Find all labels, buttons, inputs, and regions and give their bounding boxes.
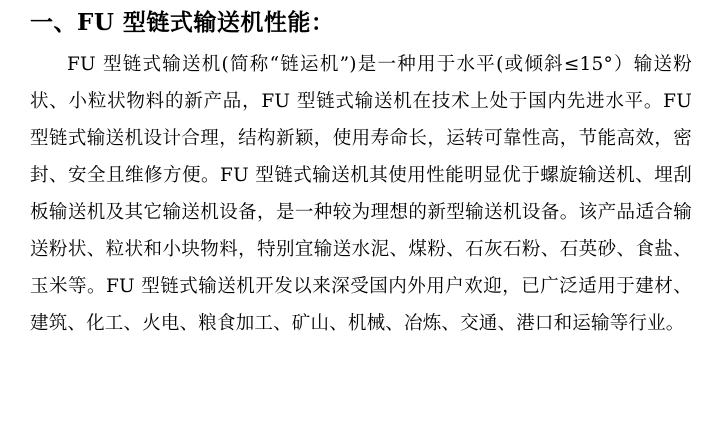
page-title: 一、FU 型链式输送机性能：: [30, 9, 335, 36]
body-paragraph: FU 型链式输送机(简称“链运机”)是一种用于水平(或倾斜≤15°）输送粉状、小粒状物料的新产品，FU 型链式输送机在技术上处于国内先进水平。FU 型链式输送机设计合理，结构新颖，使用寿命长，运转可靠性高，节能高效，密封、安全且维修方便。FU 型链式输送机其使用性能明显优于螺旋输送机、埋刮板输送机及其它输送机设备，是一种较为理想的新型输送机设备。该产品适合输送粉状、粒状和小块物料，特别宜输送水泥、煤粉、石灰石粉、石英砂、食盐、玉米等。FU 型链式输送机开发以来深受国内外用户欢迎，已广泛适用于建材、建筑、化工、火电、粮食加工、矿山、机械、冶炼、交通、港口和运输等行业。: [30, 54, 692, 334]
